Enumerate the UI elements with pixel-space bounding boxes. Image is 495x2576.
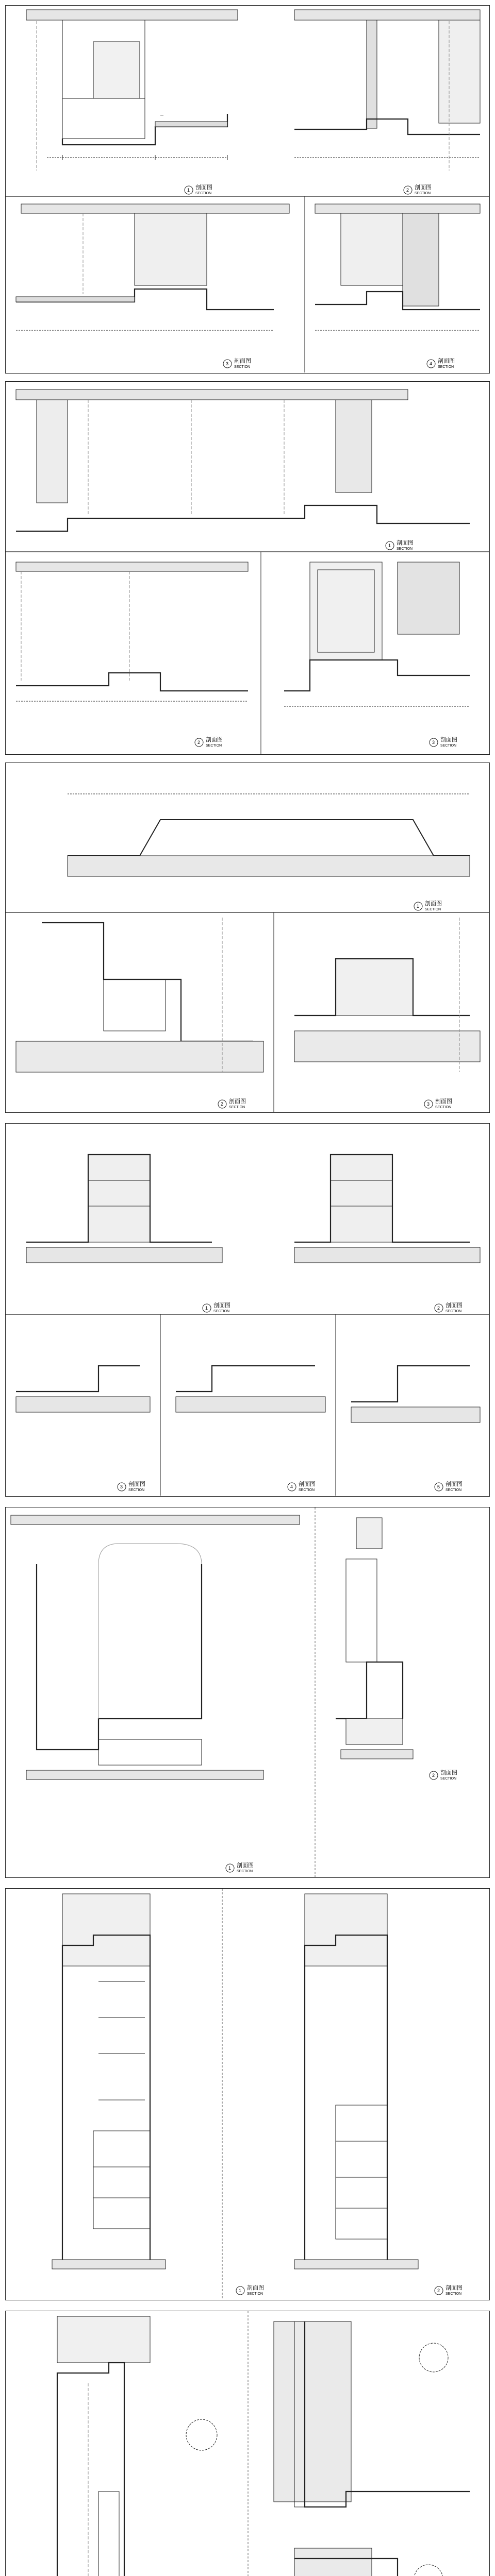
caption-4-2: [435, 1301, 463, 1313]
caption-num: 2: [221, 1101, 224, 1107]
caption-title: 剖面图: [229, 1098, 246, 1105]
caption-num: 3: [120, 1484, 123, 1489]
caption-subtitle: SECTION: [446, 1488, 462, 1492]
caption-num: 1: [228, 1866, 232, 1871]
caption-1-4: [427, 357, 455, 369]
drawing-sheet-5: [5, 1507, 490, 1878]
drawing-sheet-3: [5, 762, 490, 1113]
caption-title: 剖面图: [234, 358, 251, 364]
caption-num: 1: [187, 188, 190, 193]
caption-2-1: [386, 539, 414, 551]
caption-3-1: [414, 900, 442, 911]
caption-num: 3: [226, 361, 229, 366]
caption-subtitle: SECTION: [234, 365, 251, 369]
caption-num: 4: [290, 1484, 293, 1489]
caption-4-4: [288, 1480, 316, 1492]
caption-subtitle: SECTION: [195, 192, 212, 195]
caption-title: 剖面图: [299, 1481, 316, 1487]
caption-4-3: [118, 1480, 145, 1492]
sheet-3-drawing: [6, 763, 489, 1112]
caption-subtitle: SECTION: [446, 1310, 462, 1313]
caption-num: 1: [417, 904, 420, 909]
caption-subtitle: SECTION: [397, 547, 413, 551]
sheet-6-drawing: [6, 1889, 489, 2299]
caption-subtitle: SECTION: [128, 1488, 145, 1492]
drawing-sheet-1: [5, 5, 490, 374]
caption-num: 2: [432, 1773, 435, 1778]
caption-title: 剖面图: [446, 1302, 463, 1309]
caption-5-1: [226, 1861, 254, 1873]
caption-6-2: [435, 2284, 463, 2296]
sheet-4-drawing: [6, 1124, 489, 1496]
caption-subtitle: SECTION: [206, 744, 222, 748]
caption-num: 1: [239, 2288, 242, 2293]
caption-1-3: [223, 357, 251, 369]
caption-title: 剖面图: [415, 184, 432, 191]
caption-subtitle: SECTION: [440, 744, 457, 748]
drawing-sheet-2: [5, 381, 490, 755]
caption-title: 剖面图: [446, 2284, 463, 2291]
caption-subtitle: SECTION: [299, 1488, 315, 1492]
caption-subtitle: SECTION: [213, 1310, 230, 1313]
caption-title: 剖面图: [425, 900, 442, 907]
caption-title: 剖面图: [440, 1769, 457, 1776]
caption-4-5: [435, 1480, 463, 1492]
caption-num: 3: [427, 1101, 430, 1107]
caption-subtitle: SECTION: [229, 1106, 245, 1109]
caption-num: 5: [437, 1484, 440, 1489]
caption-4-1: [203, 1301, 230, 1313]
caption-num: 4: [430, 361, 433, 366]
caption-title: 剖面图: [440, 736, 457, 743]
caption-3-3: [424, 1097, 452, 1109]
caption-num: 2: [197, 740, 201, 745]
caption-2-3: [430, 736, 457, 748]
caption-subtitle: SECTION: [446, 2292, 462, 2296]
caption-num: 1: [388, 543, 391, 548]
caption-1-2: [404, 183, 432, 195]
caption-num: 1: [205, 1306, 208, 1311]
caption-subtitle: SECTION: [415, 192, 431, 195]
caption-2-2: [195, 736, 223, 748]
caption-num: 2: [437, 1306, 440, 1311]
caption-title: 剖面图: [397, 539, 414, 546]
drawing-sheet-6: [5, 1888, 490, 2300]
caption-num: 3: [432, 740, 435, 745]
sheet-5-drawing: [6, 1507, 489, 1877]
caption-1-1: [185, 183, 212, 195]
caption-num: 2: [437, 2288, 440, 2293]
drawing-sheet-4: [5, 1123, 490, 1497]
caption-title: 剖面图: [438, 358, 455, 364]
sheet-1-drawing: [6, 6, 489, 372]
caption-subtitle: SECTION: [247, 2292, 263, 2296]
caption-subtitle: SECTION: [435, 1106, 452, 1109]
drawing-sheet-7: [5, 2311, 490, 2576]
caption-title: 剖面图: [195, 184, 212, 191]
caption-title: 剖面图: [247, 2284, 264, 2291]
caption-num: 2: [406, 188, 409, 193]
label-1a: —: [160, 114, 163, 117]
caption-subtitle: SECTION: [425, 908, 441, 911]
caption-subtitle: SECTION: [237, 1870, 253, 1873]
sheet-7-drawing: [6, 2311, 489, 2576]
caption-5-2: [430, 1769, 457, 1781]
caption-title: 剖面图: [128, 1481, 145, 1487]
caption-title: 剖面图: [213, 1302, 230, 1309]
caption-title: 剖面图: [435, 1098, 452, 1105]
caption-title: 剖面图: [446, 1481, 463, 1487]
caption-subtitle: SECTION: [440, 1777, 457, 1781]
caption-3-2: [218, 1097, 246, 1109]
caption-subtitle: SECTION: [438, 365, 454, 369]
caption-title: 剖面图: [237, 1862, 254, 1869]
caption-6-1: [236, 2284, 264, 2296]
sheet-2-drawing: [6, 382, 489, 754]
caption-title: 剖面图: [206, 736, 223, 743]
